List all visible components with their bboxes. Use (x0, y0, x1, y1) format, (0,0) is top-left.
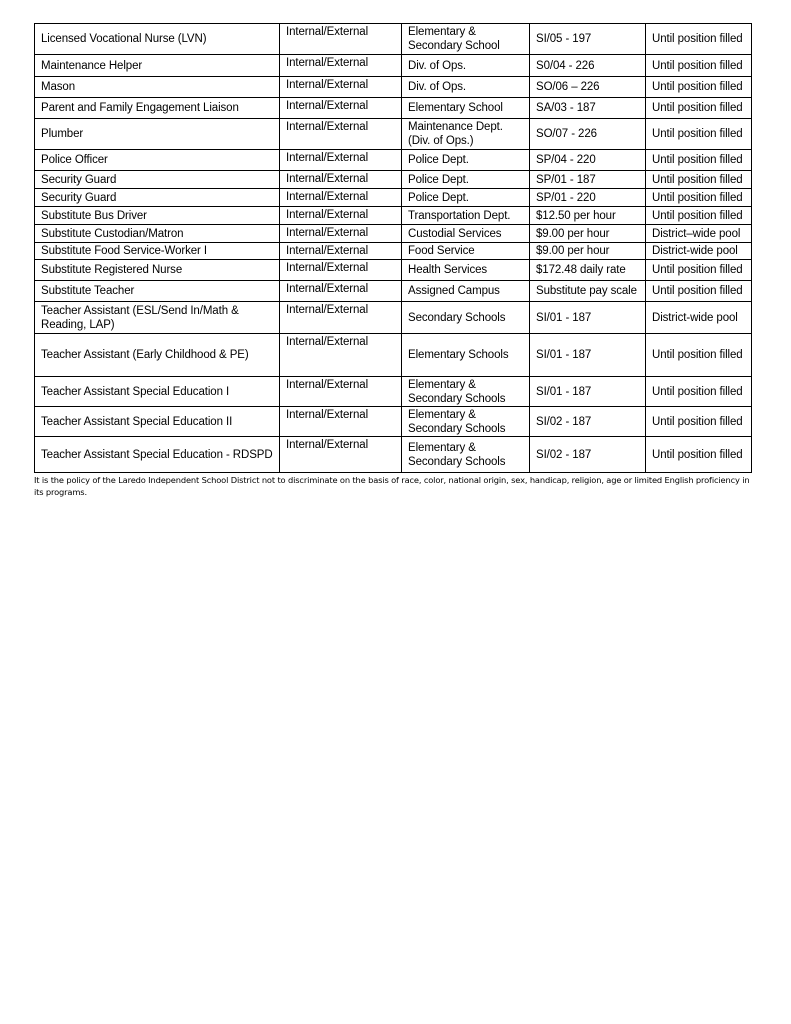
deadline-cell (646, 260, 752, 281)
position-cell-text: Substitute Food Service-Worker I (41, 245, 207, 257)
salary-cell (530, 225, 646, 243)
deadline-cell-text: Until position filled (652, 102, 743, 114)
salary-cell (530, 207, 646, 225)
deadline-cell (646, 225, 752, 243)
posting-type-cell-text: Internal/External (286, 152, 369, 164)
deadline-cell-text: District–wide pool (652, 227, 741, 240)
deadline-cell (646, 377, 752, 407)
position-cell (35, 150, 280, 171)
posting-type-cell-text: Internal/External (286, 79, 369, 91)
location-cell (402, 207, 530, 225)
deadline-cell-text: Until position filled (652, 415, 743, 428)
deadline-cell (646, 55, 752, 77)
salary-cell-text: SA/03 - 187 (536, 102, 596, 114)
table-row (35, 407, 752, 437)
salary-cell (530, 377, 646, 407)
position-cell-text: Substitute Teacher (41, 285, 135, 297)
table-row (35, 55, 752, 77)
salary-cell-text: S0/04 - 226 (536, 59, 595, 72)
deadline-cell (646, 98, 752, 119)
salary-cell (530, 243, 646, 260)
job-postings-body (35, 24, 752, 473)
deadline-cell-text: Until position filled (652, 154, 743, 166)
deadline-cell-text: Until position filled (652, 59, 743, 72)
salary-cell (530, 302, 646, 334)
table-row (35, 189, 752, 207)
position-cell-text: Police Officer (41, 154, 108, 166)
deadline-cell (646, 437, 752, 473)
position-cell (35, 260, 280, 281)
position-cell (35, 437, 280, 473)
salary-cell-text: SI/01 - 187 (536, 311, 592, 324)
location-cell (402, 98, 530, 119)
location-cell-text: Maintenance Dept. (Div. of Ops.) (408, 121, 503, 147)
posting-type-cell-text: Internal/External (286, 409, 369, 421)
salary-cell (530, 55, 646, 77)
posting-type-cell-text: Internal/External (286, 379, 369, 391)
position-cell (35, 207, 280, 225)
posting-type-cell (280, 243, 402, 260)
posting-type-cell (280, 207, 402, 225)
posting-type-cell (280, 98, 402, 119)
position-cell (35, 55, 280, 77)
position-cell (35, 407, 280, 437)
position-cell-text: Teacher Assistant Special Education - RDSPD (41, 448, 273, 461)
table-row (35, 225, 752, 243)
posting-type-cell-text: Internal/External (286, 304, 369, 316)
salary-cell-text: SI/02 - 187 (536, 415, 592, 428)
position-cell-text: Security Guard (41, 173, 117, 186)
location-cell (402, 377, 530, 407)
position-cell-text: Security Guard (41, 191, 117, 204)
table-row (35, 150, 752, 171)
salary-cell-text: $12.50 per hour (536, 209, 616, 222)
salary-cell-text: SI/01 - 187 (536, 385, 592, 398)
nondiscrimination-footnote: It is the policy of the Laredo Independent School District not to discriminate on the basis of race, color, national origin, sex, handicap, religion, age or limited English proficiency in its programs. (34, 475, 750, 497)
location-cell (402, 55, 530, 77)
position-cell (35, 377, 280, 407)
location-cell (402, 24, 530, 55)
location-cell (402, 225, 530, 243)
deadline-cell (646, 243, 752, 260)
table-row (35, 243, 752, 260)
position-cell (35, 98, 280, 119)
salary-cell-text: SP/01 - 220 (536, 191, 596, 204)
table-row (35, 377, 752, 407)
location-cell-text: Secondary Schools (408, 311, 506, 324)
deadline-cell-text: Until position filled (652, 385, 743, 398)
position-cell (35, 119, 280, 150)
position-cell (35, 77, 280, 98)
deadline-cell-text: Until position filled (652, 191, 743, 204)
position-cell-text: Substitute Bus Driver (41, 209, 147, 222)
table-row (35, 24, 752, 55)
position-cell (35, 302, 280, 334)
location-cell (402, 150, 530, 171)
posting-type-cell-text: Internal/External (286, 100, 369, 112)
posting-type-cell-text: Internal/External (286, 439, 369, 451)
location-cell-text: Police Dept. (408, 154, 469, 166)
salary-cell-text: Substitute pay scale (536, 285, 637, 297)
posting-type-cell (280, 171, 402, 189)
posting-type-cell (280, 281, 402, 302)
posting-type-cell-text: Internal/External (286, 191, 369, 203)
posting-type-cell-text: Internal/External (286, 121, 369, 133)
posting-type-cell (280, 225, 402, 243)
position-cell-text: Teacher Assistant Special Education II (41, 415, 233, 428)
salary-cell-text: SO/06 – 226 (536, 81, 600, 93)
position-cell-text: Mason (41, 81, 76, 93)
posting-type-cell (280, 260, 402, 281)
table-row (35, 171, 752, 189)
location-cell-text: Food Service (408, 245, 475, 257)
posting-type-cell-text: Internal/External (286, 262, 369, 274)
salary-cell (530, 98, 646, 119)
salary-cell (530, 260, 646, 281)
posting-type-cell (280, 77, 402, 98)
salary-cell-text: $9.00 per hour (536, 227, 610, 240)
location-cell-text: Elementary & Secondary School (408, 26, 500, 52)
location-cell (402, 281, 530, 302)
location-cell-text: Elementary & Secondary Schools (408, 378, 506, 405)
posting-type-cell-text: Internal/External (286, 336, 369, 348)
salary-cell-text: $172.48 daily rate (536, 264, 626, 276)
posting-type-cell (280, 407, 402, 437)
table-row (35, 437, 752, 473)
deadline-cell (646, 407, 752, 437)
location-cell (402, 243, 530, 260)
posting-type-cell-text: Internal/External (286, 57, 369, 69)
salary-cell-text: SO/07 - 226 (536, 128, 597, 140)
document-page (34, 23, 751, 498)
location-cell-text: Div. of Ops. (408, 81, 467, 93)
salary-cell (530, 24, 646, 55)
position-cell-text: Teacher Assistant Special Education I (41, 385, 230, 398)
location-cell-text: Custodial Services (408, 227, 502, 240)
posting-type-cell-text: Internal/External (286, 26, 369, 38)
posting-type-cell-text: Internal/External (286, 173, 369, 185)
deadline-cell (646, 281, 752, 302)
position-cell (35, 334, 280, 377)
deadline-cell-text: Until position filled (652, 349, 743, 361)
deadline-cell-text: Until position filled (652, 128, 743, 140)
position-cell-text: Teacher Assistant (ESL/Send In/Math & Reading, LAP) (41, 304, 239, 331)
salary-cell (530, 119, 646, 150)
table-row (35, 98, 752, 119)
location-cell-text: Div. of Ops. (408, 59, 467, 72)
posting-type-cell-text: Internal/External (286, 209, 369, 221)
table-row (35, 207, 752, 225)
deadline-cell (646, 189, 752, 207)
salary-cell-text: SI/02 - 187 (536, 448, 592, 461)
posting-type-cell (280, 119, 402, 150)
deadline-cell-text: Until position filled (652, 264, 743, 276)
location-cell (402, 260, 530, 281)
deadline-cell-text: District-wide pool (652, 311, 738, 324)
posting-type-cell (280, 150, 402, 171)
deadline-cell-text: Until position filled (652, 33, 743, 45)
position-cell (35, 225, 280, 243)
position-cell-text: Parent and Family Engagement Liaison (41, 102, 239, 114)
deadline-cell-text: Until position filled (652, 285, 743, 297)
posting-type-cell (280, 377, 402, 407)
posting-type-cell (280, 437, 402, 473)
table-row (35, 119, 752, 150)
location-cell-text: Police Dept. (408, 191, 469, 204)
salary-cell (530, 437, 646, 473)
position-cell (35, 171, 280, 189)
salary-cell (530, 407, 646, 437)
deadline-cell-text: Until position filled (652, 448, 743, 461)
position-cell (35, 24, 280, 55)
position-cell-text: Substitute Registered Nurse (41, 264, 183, 276)
location-cell (402, 189, 530, 207)
salary-cell-text: SI/01 - 187 (536, 349, 592, 361)
location-cell-text: Assigned Campus (408, 285, 500, 297)
location-cell-text: Transportation Dept. (408, 209, 511, 222)
location-cell (402, 119, 530, 150)
table-row (35, 281, 752, 302)
job-postings-table (34, 23, 752, 473)
position-cell-text: Licensed Vocational Nurse (LVN) (41, 33, 207, 45)
posting-type-cell (280, 302, 402, 334)
salary-cell (530, 334, 646, 377)
position-cell (35, 189, 280, 207)
salary-cell (530, 189, 646, 207)
salary-cell (530, 77, 646, 98)
salary-cell (530, 281, 646, 302)
deadline-cell (646, 171, 752, 189)
deadline-cell (646, 119, 752, 150)
position-cell (35, 281, 280, 302)
deadline-cell (646, 334, 752, 377)
table-row (35, 260, 752, 281)
salary-cell-text: SP/04 - 220 (536, 154, 596, 166)
deadline-cell (646, 24, 752, 55)
deadline-cell (646, 302, 752, 334)
posting-type-cell (280, 334, 402, 377)
posting-type-cell (280, 55, 402, 77)
deadline-cell-text: Until position filled (652, 81, 743, 93)
location-cell (402, 407, 530, 437)
location-cell-text: Elementary & Secondary Schools (408, 408, 506, 435)
posting-type-cell-text: Internal/External (286, 245, 369, 257)
position-cell-text: Substitute Custodian/Matron (41, 227, 184, 240)
table-row (35, 77, 752, 98)
posting-type-cell-text: Internal/External (286, 283, 369, 295)
position-cell (35, 243, 280, 260)
salary-cell (530, 171, 646, 189)
salary-cell (530, 150, 646, 171)
location-cell (402, 171, 530, 189)
location-cell-text: Elementary & Secondary Schools (408, 441, 506, 468)
deadline-cell (646, 207, 752, 225)
posting-type-cell (280, 189, 402, 207)
deadline-cell (646, 150, 752, 171)
deadline-cell-text: District-wide pool (652, 245, 738, 257)
location-cell (402, 77, 530, 98)
deadline-cell (646, 77, 752, 98)
table-row (35, 302, 752, 334)
position-cell-text: Teacher Assistant (Early Childhood & PE) (41, 349, 249, 361)
salary-cell-text: $9.00 per hour (536, 245, 610, 257)
salary-cell-text: SI/05 - 197 (536, 33, 592, 45)
deadline-cell-text: Until position filled (652, 173, 743, 186)
deadline-cell-text: Until position filled (652, 209, 743, 222)
posting-type-cell (280, 24, 402, 55)
salary-cell-text: SP/01 - 187 (536, 173, 596, 186)
location-cell-text: Elementary Schools (408, 349, 509, 361)
location-cell (402, 437, 530, 473)
location-cell-text: Elementary School (408, 102, 503, 114)
location-cell (402, 302, 530, 334)
position-cell-text: Maintenance Helper (41, 59, 143, 72)
location-cell (402, 334, 530, 377)
location-cell-text: Police Dept. (408, 173, 469, 186)
table-row (35, 334, 752, 377)
position-cell-text: Plumber (41, 128, 84, 140)
posting-type-cell-text: Internal/External (286, 227, 369, 239)
location-cell-text: Health Services (408, 264, 488, 276)
